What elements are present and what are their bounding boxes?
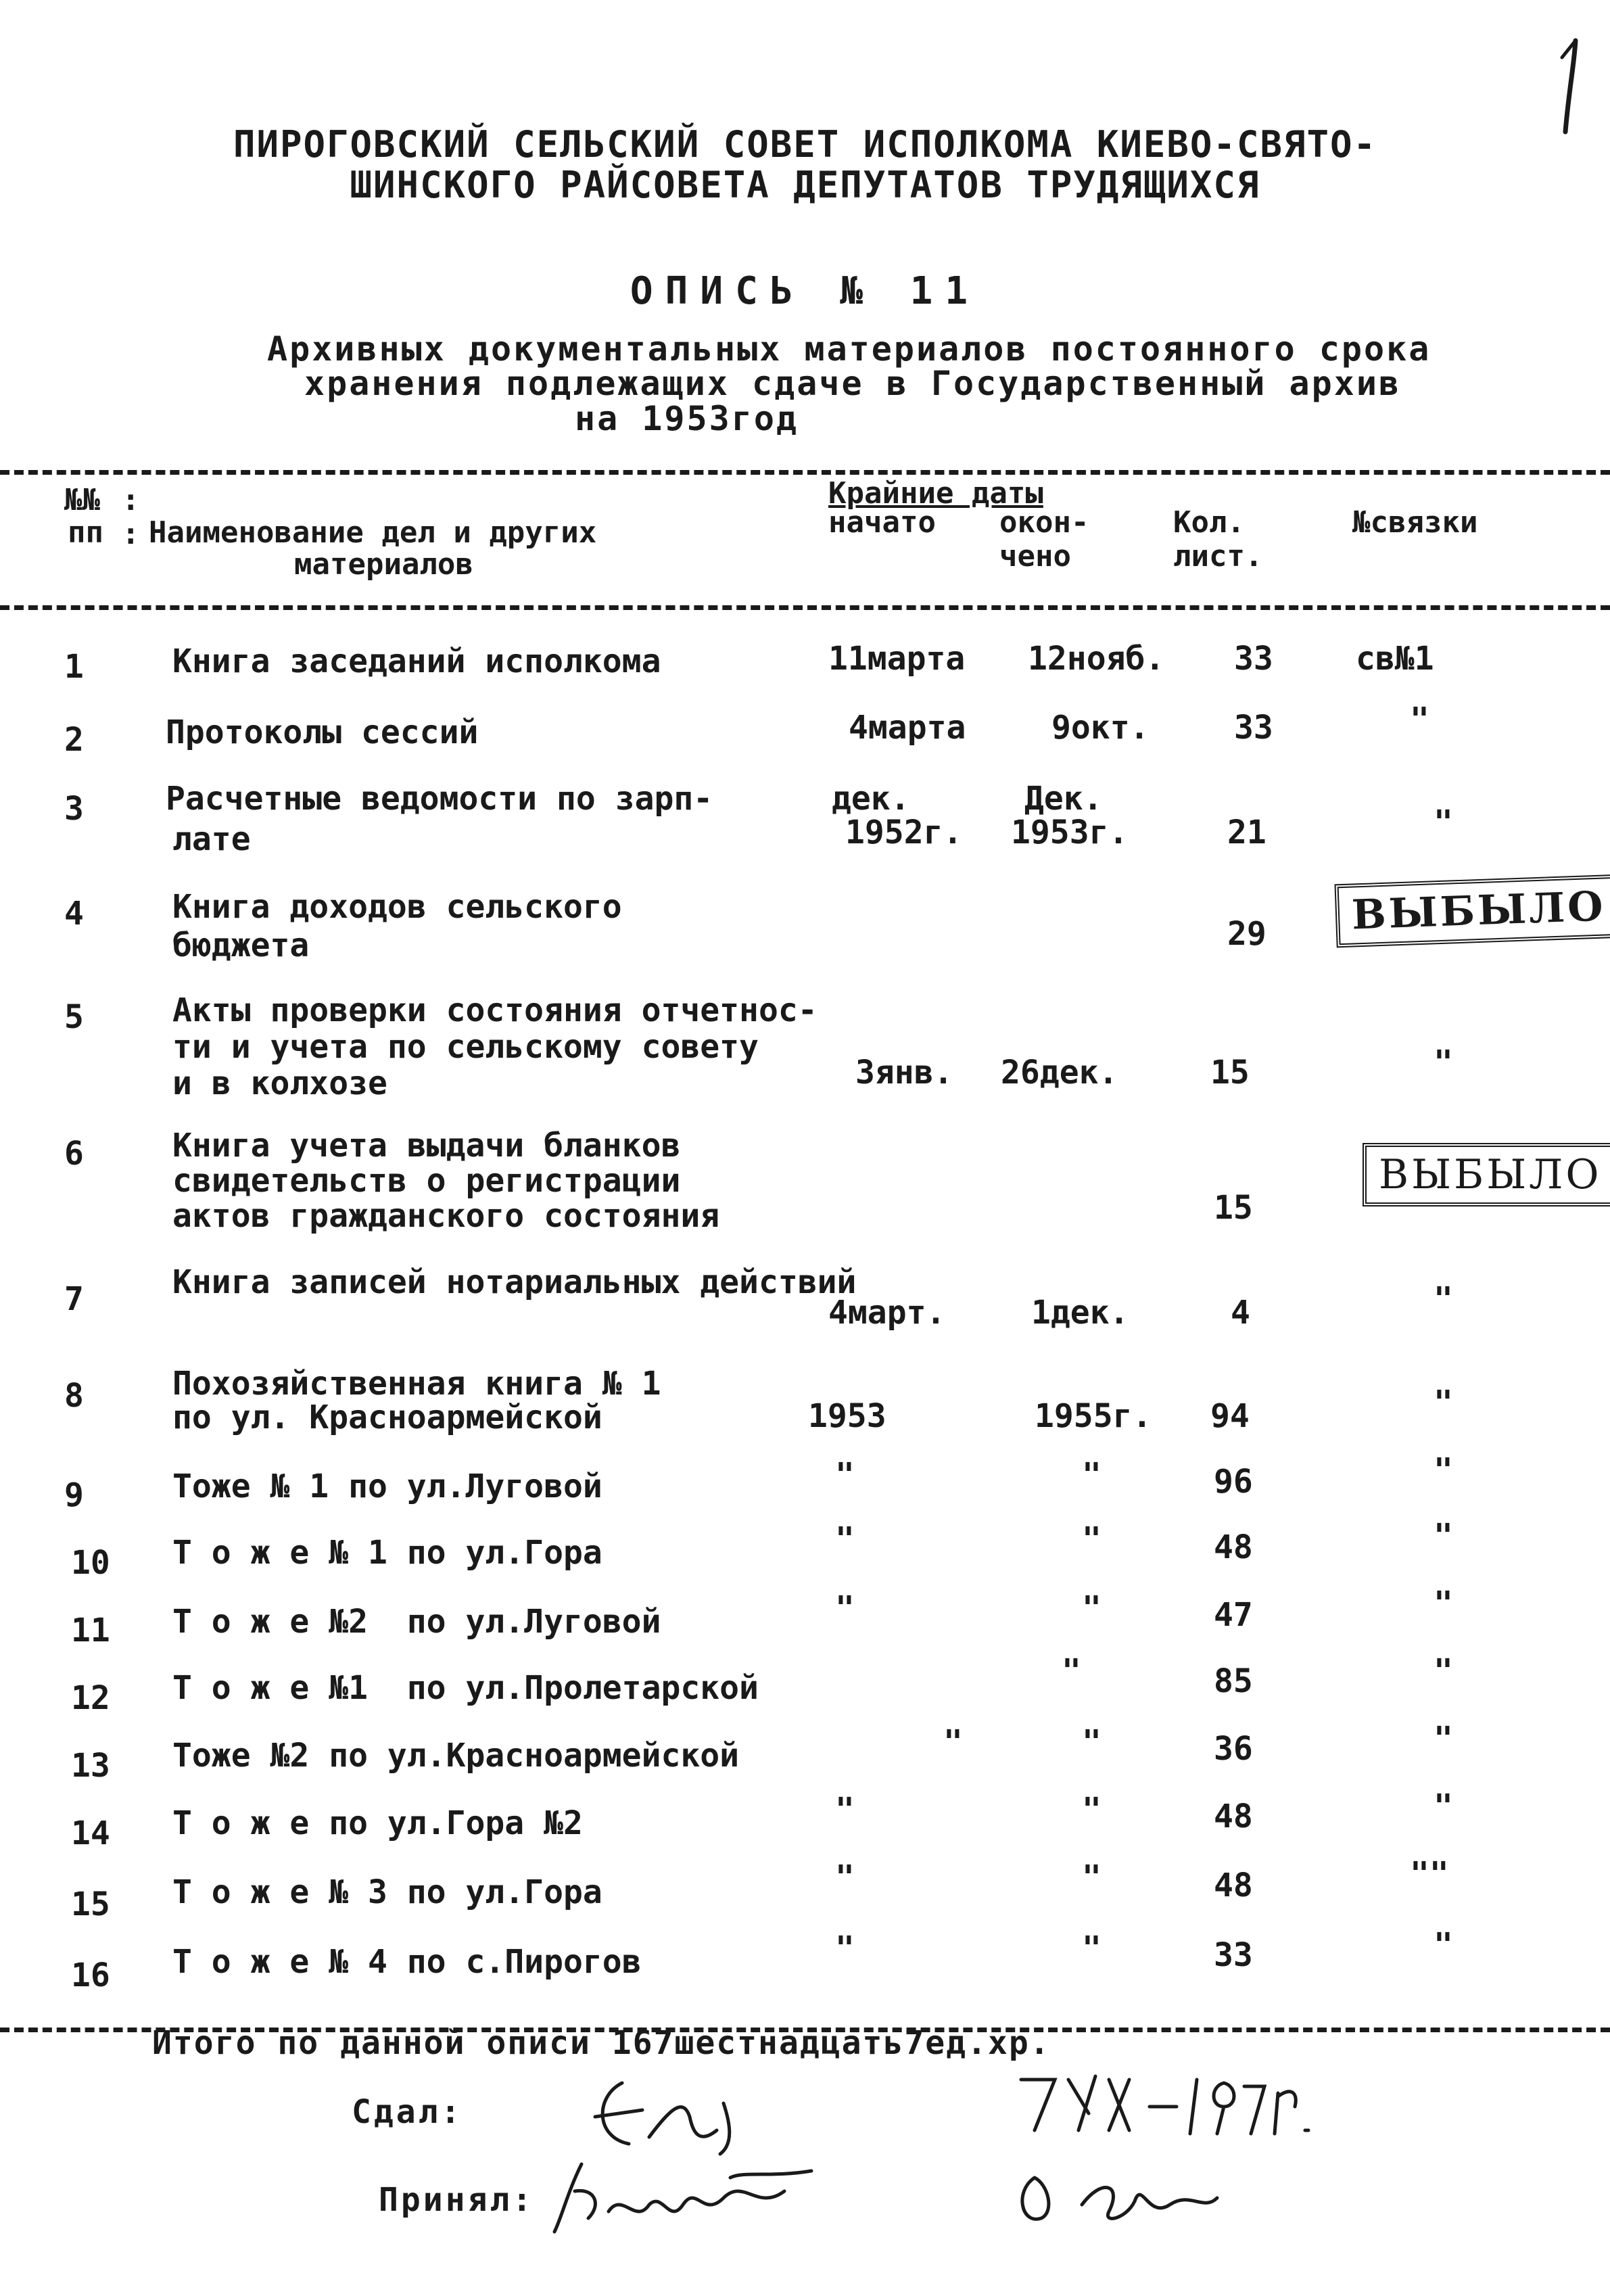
row-16-count: 33 <box>1214 1936 1253 1974</box>
row-5-name: Акты проверки состояния отчетнос- <box>172 991 818 1029</box>
col-num-header-2: пп <box>68 515 103 550</box>
row-5-end: 26дек. <box>1001 1054 1118 1092</box>
row-3-start-month: дек. <box>832 780 910 818</box>
row-2-end: 9окт. <box>1051 709 1150 747</box>
col-name-header-1: Наименование дел и других <box>149 515 597 550</box>
row-13-name: Тоже №2 по ул.Красноармейской <box>172 1737 740 1775</box>
col-end-header-1: окон- <box>999 505 1089 540</box>
page-title-line2: ШИНСКОГО РАЙСОВЕТА ДЕПУТАТОВ ТРУДЯЩИХСЯ <box>350 164 1260 206</box>
retired-stamp: ВЫБЫЛО <box>1334 874 1610 948</box>
row-14-bundle: " <box>1434 1787 1453 1825</box>
row-5-name-3: и в колхозе <box>172 1064 387 1102</box>
row-3-num: 3 <box>64 790 84 828</box>
row-12-name: Т о ж е №1 по ул.Пролетарской <box>172 1669 759 1707</box>
subtitle-line1: Архивных документальных материалов постоянного срока <box>267 329 1431 369</box>
row-15-end: " <box>1082 1858 1102 1896</box>
row-5-start: 3янв. <box>855 1054 953 1092</box>
row-10-count: 48 <box>1214 1528 1253 1566</box>
header-bottom-divider <box>0 605 1610 610</box>
row-10-name: Т о ж е № 1 по ул.Гора <box>172 1534 602 1572</box>
handwritten-page-number <box>1548 37 1589 139</box>
row-4-num: 4 <box>64 895 84 933</box>
row-11-count: 47 <box>1214 1596 1253 1634</box>
col-count-header-1: Кол. <box>1173 505 1245 540</box>
handed-label: Сдал: <box>352 2093 463 2131</box>
row-8-end: 1955г. <box>1035 1397 1152 1435</box>
row-1-name: Книга заседаний исполкома <box>172 642 661 680</box>
row-10-bundle: " <box>1434 1517 1453 1555</box>
col-num-header-1: №№ <box>64 483 100 517</box>
subtitle-line2: хранения подлежащих сдаче в Государственный архив <box>304 364 1402 403</box>
row-8-num: 8 <box>64 1377 84 1415</box>
row-14-end: " <box>1082 1791 1102 1829</box>
row-13-start: " <box>943 1723 963 1761</box>
row-12-bundle: " <box>1434 1652 1453 1690</box>
row-9-count: 96 <box>1214 1463 1253 1501</box>
row-8-start: 1953 <box>808 1397 886 1435</box>
row-14-count: 48 <box>1214 1798 1253 1835</box>
col-end-header-2: чено <box>999 539 1071 573</box>
row-6-name-3: актов гражданского состояния <box>172 1197 720 1235</box>
row-14-start: " <box>835 1791 855 1829</box>
row-3-start: 1952г. <box>845 814 963 851</box>
col-separator: : <box>122 483 140 517</box>
row-1-bundle: св№1 <box>1356 640 1434 678</box>
row-7-count: 4 <box>1231 1294 1250 1332</box>
col-start-header: начато <box>828 505 936 540</box>
row-2-bundle: " <box>1410 701 1429 739</box>
row-1-end: 12нояб. <box>1028 640 1165 678</box>
col-dates-header: Крайние даты <box>828 476 1043 511</box>
row-16-bundle: " <box>1434 1926 1453 1964</box>
row-7-name: Книга записей нотариальных действий <box>172 1263 857 1301</box>
row-3-bundle: " <box>1434 803 1453 841</box>
row-13-num: 13 <box>71 1747 110 1785</box>
row-4-name-2: бюджета <box>172 927 310 964</box>
row-5-bundle: " <box>1434 1044 1453 1081</box>
col-count-header-2: лист. <box>1173 539 1263 573</box>
row-8-name: Похозяйственная книга № 1 <box>172 1365 661 1403</box>
accepted-signature <box>541 2151 838 2245</box>
row-15-num: 15 <box>71 1885 110 1923</box>
row-11-start: " <box>835 1589 855 1627</box>
row-10-end: " <box>1082 1520 1102 1558</box>
row-4-name: Книга доходов сельского <box>172 888 622 926</box>
accepted-label: Принял: <box>379 2181 535 2219</box>
handwritten-date <box>1008 2066 1332 2140</box>
row-11-num: 11 <box>71 1612 110 1649</box>
row-11-end: " <box>1082 1589 1102 1627</box>
col-bundle-header: №связки <box>1352 505 1478 540</box>
row-9-start: " <box>835 1456 855 1494</box>
row-3-count: 21 <box>1227 814 1266 851</box>
row-16-end: " <box>1082 1929 1102 1967</box>
row-2-count: 33 <box>1234 709 1273 747</box>
row-7-end: 1дек. <box>1031 1294 1129 1332</box>
row-3-name: Расчетные ведомости по зарп- <box>166 780 713 818</box>
handed-signature <box>582 2069 798 2157</box>
row-13-end: " <box>1082 1723 1102 1761</box>
row-7-start: 4март. <box>828 1294 946 1332</box>
row-8-bundle: " <box>1434 1384 1453 1422</box>
row-3-name-2: лате <box>172 820 251 858</box>
row-11-bundle: " <box>1434 1585 1453 1622</box>
row-13-count: 36 <box>1214 1730 1253 1768</box>
row-1-num: 1 <box>64 648 84 686</box>
row-2-name: Протоколы сессий <box>166 713 479 751</box>
row-15-bundle: "" <box>1410 1855 1449 1893</box>
row-6-name-2: свидетельств о регистрации <box>172 1162 681 1200</box>
row-10-num: 10 <box>71 1544 110 1582</box>
row-9-end: " <box>1082 1456 1102 1494</box>
row-9-num: 9 <box>64 1476 84 1514</box>
row-6-count: 15 <box>1214 1189 1253 1227</box>
retired-stamp: ВЫБЫЛО <box>1363 1143 1610 1206</box>
header-top-divider <box>0 470 1610 475</box>
row-5-name-2: ти и учета по сельскому совету <box>172 1028 759 1066</box>
row-6-num: 6 <box>64 1135 84 1173</box>
row-1-count: 33 <box>1234 640 1273 678</box>
row-2-start: 4марта <box>849 709 966 747</box>
row-5-count: 15 <box>1210 1054 1250 1092</box>
row-9-bundle: " <box>1434 1451 1453 1489</box>
row-5-num: 5 <box>64 998 84 1036</box>
subtitle-line3: на 1953год <box>575 399 799 438</box>
row-9-name: Тоже № 1 по ул.Луговой <box>172 1468 602 1505</box>
row-8-count: 94 <box>1210 1397 1250 1435</box>
row-16-num: 16 <box>71 1957 110 1994</box>
row-2-num: 2 <box>64 721 84 759</box>
row-3-end-month: Дек. <box>1024 780 1103 818</box>
row-13-bundle: " <box>1434 1720 1453 1758</box>
row-15-count: 48 <box>1214 1867 1253 1904</box>
inventory-number: ОПИСЬ № 11 <box>630 269 980 313</box>
row-12-num: 12 <box>71 1679 110 1717</box>
row-12-end: " <box>1062 1652 1081 1690</box>
row-16-name: Т о ж е № 4 по с.Пирогов <box>172 1943 642 1981</box>
row-7-num: 7 <box>64 1280 84 1318</box>
row-15-start: " <box>835 1858 855 1896</box>
total-line: Итого по данной описи 167шестнадцать7ед.хр. <box>152 2024 1051 2062</box>
row-10-start: " <box>835 1520 855 1558</box>
row-15-name: Т о ж е № 3 по ул.Гора <box>172 1873 602 1911</box>
row-14-name: Т о ж е по ул.Гора №2 <box>172 1804 583 1842</box>
row-11-name: Т о ж е №2 по ул.Луговой <box>172 1603 661 1641</box>
row-8-name-2: по ул. Красноармейской <box>172 1399 602 1436</box>
row-7-bundle: " <box>1434 1280 1453 1318</box>
row-4-count: 29 <box>1227 915 1266 953</box>
col-name-header-2: материалов <box>294 547 473 582</box>
row-3-end: 1953г. <box>1011 814 1129 851</box>
row-12-count: 85 <box>1214 1662 1253 1700</box>
row-6-name: Книга учета выдачи бланков <box>172 1127 681 1165</box>
row-14-num: 14 <box>71 1814 110 1852</box>
page-title-line1: ПИРОГОВСКИЙ СЕЛЬСКИЙ СОВЕТ ИСПОЛКОМА КИЕВО-СВЯТО- <box>233 123 1377 166</box>
accepted-initials <box>1001 2151 1244 2239</box>
row-16-start: " <box>835 1929 855 1967</box>
row-1-start: 11марта <box>828 640 966 678</box>
col-separator: : <box>122 517 140 551</box>
